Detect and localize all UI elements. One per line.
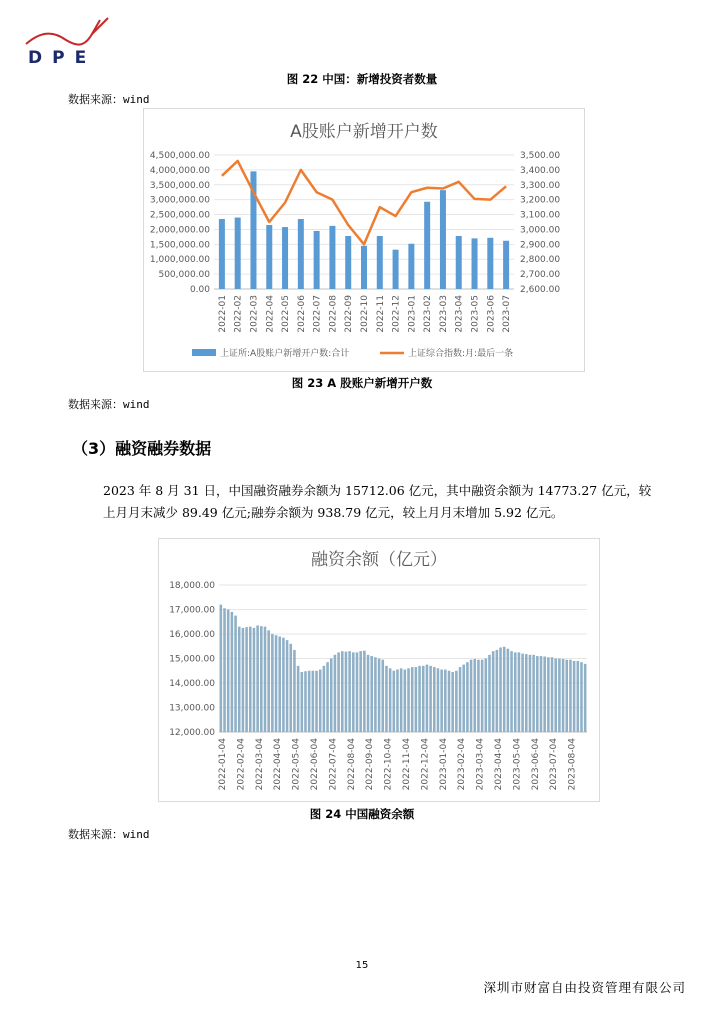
chart2-bar [558, 659, 561, 733]
chart1-right-tick-label: 3,300.00 [520, 180, 561, 191]
chart2-bar [562, 659, 565, 732]
chart2-bar [473, 659, 476, 732]
chart1-right-tick-label: 2,600.00 [520, 285, 561, 295]
chart2-bar [510, 651, 513, 732]
chart2-bar [301, 672, 304, 732]
chart2-bar [565, 660, 568, 732]
chart2-bar [418, 666, 421, 732]
chart2-y-tick-label: 17,000.00 [169, 605, 215, 616]
chart1-left-tick-label: 4,500,000.00 [149, 151, 210, 161]
chart2-bar [444, 670, 447, 732]
chart2-y-tick-label: 13,000.00 [169, 703, 215, 714]
chart2-bar [385, 666, 388, 732]
chart1-left-tick-label: 500,000.00 [158, 270, 210, 281]
chart1-left-tick-label: 2,000,000.00 [149, 225, 210, 236]
chart1-x-tick-label: 2022-01 [217, 295, 228, 333]
chart2-bar [348, 651, 351, 732]
chart2-bar [492, 651, 495, 732]
chart2-bar [532, 655, 535, 732]
company-name: 深圳市财富自由投资管理有限公司 [483, 980, 686, 995]
chart1-left-tick-label: 1,000,000.00 [149, 255, 210, 266]
chart2-x-tick-label: 2022-04-04 [273, 738, 284, 791]
chart2-bar [525, 654, 528, 732]
chart2-bar [404, 670, 407, 732]
chart2-bar [359, 651, 362, 732]
chart2-bar [323, 666, 326, 732]
chart1-left-tick-label: 1,500,000.00 [149, 240, 210, 251]
chart2-bar [415, 667, 418, 732]
legend-swatch-bar [192, 349, 216, 356]
chart2-bar [286, 640, 289, 732]
chart1-x-tick-label: 2022-02 [233, 295, 244, 333]
chart1-x-tick-label: 2023-06 [486, 295, 497, 333]
chart2-bar [521, 654, 524, 732]
chart1-left-tick-label: 3,000,000.00 [149, 195, 210, 206]
chart2-x-tick-label: 2022-03-04 [254, 738, 265, 791]
chart2-bar [267, 630, 270, 732]
chart1-bar [282, 227, 288, 289]
chart2-bar [293, 650, 296, 732]
chart2-bar [223, 608, 226, 732]
figure-23-caption: 图 23 A 股账户新增开户数 [291, 376, 433, 390]
chart2-bar [448, 671, 451, 732]
chart1-x-tick-label: 2022-10 [360, 295, 370, 333]
chart1-bar [377, 236, 383, 289]
chart2-bar [337, 652, 340, 732]
chart2-bar [477, 660, 480, 732]
chart1-right-tick-label: 2,900.00 [520, 240, 561, 251]
chart2-bar [411, 667, 414, 732]
chart1-x-tick-label: 2022-04 [265, 295, 276, 333]
chart2-bar [264, 627, 267, 732]
chart1-right-tick-label: 3,200.00 [520, 195, 561, 206]
chart1-right-tick-label: 3,500.00 [520, 151, 561, 161]
chart2-bar [503, 647, 506, 732]
chart2-bar [485, 659, 488, 733]
chart2-bar [374, 657, 377, 732]
account-openings-chart-svg [144, 109, 584, 371]
chart2-bar [514, 652, 517, 732]
chart2-bar [396, 670, 399, 732]
chart2-bar [488, 655, 491, 732]
chart2-y-tick-label: 14,000.00 [169, 679, 215, 689]
chart1-bar [298, 219, 304, 289]
chart2-x-tick-label: 2023-08-04 [567, 738, 578, 791]
chart2-bar [536, 656, 539, 732]
chart2-bar [330, 659, 333, 733]
chart2-x-tick-label: 2023-06-04 [530, 738, 541, 791]
chart2-y-tick-label: 12,000.00 [169, 728, 215, 738]
chart2-x-tick-label: 2022-12-04 [420, 738, 431, 791]
chart2-bar [422, 666, 425, 732]
chart2-x-tick-label: 2022-11-04 [402, 738, 412, 791]
chart1-right-tick-label: 2,800.00 [520, 255, 561, 266]
chart2-bar [312, 671, 315, 732]
chart2-x-tick-label: 2023-03-04 [475, 738, 486, 791]
chart2-bar [437, 668, 440, 732]
chart2-bar [256, 625, 259, 732]
legend-label-line: 上证综合指数:月:最后一条 [408, 349, 514, 359]
chart2-y-tick-label: 16,000.00 [169, 630, 215, 640]
chart2-bar [554, 659, 557, 733]
chart1-bar [361, 246, 367, 289]
chart2-bar [451, 672, 454, 732]
figure-22-source: 数据来源：wind [68, 93, 150, 106]
section-title: （3）融资融券数据 [72, 439, 212, 458]
chart2-bar [238, 627, 241, 732]
chart2-bar [227, 610, 230, 733]
chart1-line [222, 161, 506, 244]
chart2-bar [278, 636, 281, 732]
chart2-bar [315, 671, 318, 732]
chart2-x-tick-label: 2022-09-04 [365, 738, 376, 791]
chart1-x-tick-label: 2023-02 [423, 295, 434, 333]
chart2-bar [341, 651, 344, 732]
chart2-bar [389, 668, 392, 732]
chart1-bar [235, 218, 241, 289]
chart2-bar [370, 656, 373, 732]
chart2-bar [540, 656, 543, 732]
chart1-bar [424, 202, 430, 289]
chart1-bar [266, 225, 272, 289]
chart2-bar [507, 649, 510, 732]
paragraph-text: 2023 年 8 月 31 日，中国融资融券余额为 15712.06 亿元，其中融资余额为 14773.27 亿元，较上月月末减少 89.49 亿元;融券余额为 938.79 亿元，较上月月末增加 5.92 亿元。 [103, 483, 652, 520]
chart2-bar [282, 638, 285, 732]
chart1-left-tick-label: 0.00 [189, 285, 210, 295]
chart2-x-tick-label: 2023-02-04 [457, 738, 468, 791]
chart1-bar [329, 226, 335, 289]
chart2-title: 融资余额（亿元） [311, 550, 447, 570]
chart1-bar [345, 236, 351, 289]
chart2-bar [433, 667, 436, 732]
chart1-x-tick-label: 2022-08 [328, 295, 339, 333]
chart1-x-tick-label: 2022-06 [296, 295, 307, 333]
chart2-y-tick-label: 15,000.00 [169, 654, 215, 665]
chart2-bar [481, 660, 484, 732]
chart2-bar [275, 635, 278, 732]
chart1-x-tick-label: 2023-05 [470, 295, 481, 333]
chart2-x-tick-label: 2022-05-04 [291, 738, 302, 791]
figure-22-caption: 图 22 中国：新增投资者数量 [286, 72, 438, 86]
chart2-x-tick-label: 2022-02-04 [236, 738, 247, 791]
chart2-bar [573, 661, 576, 732]
chart2-bar [304, 671, 307, 732]
figure-24-caption: 图 24 中国融资余额 [309, 807, 415, 821]
chart2-bar [234, 616, 237, 732]
chart2-bar [271, 634, 274, 732]
chart1-x-tick-label: 2022-03 [249, 295, 260, 333]
chart2-bar [253, 628, 256, 732]
chart1-x-tick-label: 2022-07 [312, 295, 323, 333]
chart1-bar [487, 238, 493, 289]
chart2-bar [345, 652, 348, 732]
chart1-bar [472, 238, 478, 289]
chart2-bar [429, 666, 432, 732]
chart2-bar [455, 671, 458, 732]
chart2-x-tick-label: 2022-10-04 [383, 738, 394, 791]
chart1-x-tick-label: 2023-07 [502, 295, 513, 333]
chart1-left-tick-label: 2,500,000.00 [149, 210, 210, 221]
chart2-x-tick-label: 2023-04-04 [494, 738, 504, 791]
chart1-right-tick-label: 3,400.00 [520, 165, 561, 176]
chart2-bar [580, 662, 583, 732]
chart2-bar [308, 671, 311, 732]
chart2-bar [334, 655, 337, 732]
chart2-y-tick-label: 18,000.00 [169, 581, 215, 591]
chart2-bar [499, 647, 502, 732]
chart2-x-tick-label: 2023-07-04 [549, 738, 560, 791]
chart1-x-tick-label: 2023-04 [454, 295, 465, 333]
legend-label-bar: 上证所:A股账户新增开户数:合计 [220, 349, 350, 359]
chart2-bar [319, 670, 322, 732]
chart2-bar [363, 651, 366, 732]
chart1-bar [219, 219, 225, 289]
chart2-bar [367, 655, 370, 732]
chart1-left-tick-label: 3,500,000.00 [149, 180, 210, 191]
chart2-bar [220, 605, 223, 732]
chart1-x-tick-label: 2022-12 [391, 295, 402, 333]
chart2-bar [577, 661, 580, 732]
chart1-title: A股账户新增开户数 [290, 122, 438, 142]
chart2-bar [547, 657, 550, 732]
chart2-bar [400, 668, 403, 732]
chart2-bar [466, 662, 469, 732]
margin-balance-chart-svg [159, 539, 599, 801]
chart2-bar [584, 664, 587, 732]
chart1-x-tick-label: 2022-11 [375, 295, 386, 333]
chart2-bar [407, 668, 410, 732]
chart2-x-tick-label: 2022-07-04 [328, 738, 339, 791]
chart1-left-tick-label: 4,000,000.00 [149, 165, 210, 176]
figure-23-source: 数据来源：wind [68, 398, 150, 411]
chart2-bar [440, 670, 443, 732]
chart2-bar [352, 652, 355, 732]
chart2-bar [326, 662, 329, 732]
chart2-bar [426, 665, 429, 732]
chart1-bar [440, 190, 446, 289]
chart2-bar [518, 652, 521, 732]
chart2-bar [356, 652, 359, 732]
chart2-bar [245, 627, 248, 732]
chart2-bar [496, 650, 499, 732]
chart2-bar [393, 671, 396, 732]
margin-balance-chart [158, 538, 600, 802]
chart2-bar [462, 665, 465, 732]
chart2-x-tick-label: 2022-01-04 [218, 738, 228, 791]
chart1-right-tick-label: 3,000.00 [520, 225, 561, 236]
chart2-bar [459, 667, 462, 732]
chart1-right-tick-label: 3,100.00 [520, 210, 561, 221]
chart1-x-tick-label: 2022-05 [281, 295, 292, 333]
chart1-bar [503, 241, 509, 289]
account-openings-chart [143, 108, 585, 372]
body-paragraph [103, 480, 659, 524]
logo-text: DPE [28, 48, 97, 68]
chart2-bar [249, 627, 252, 732]
chart1-bar [408, 244, 414, 289]
chart2-x-tick-label: 2022-08-04 [346, 738, 357, 791]
chart2-bar [378, 659, 381, 733]
chart2-bar [242, 628, 245, 732]
chart2-bar [543, 657, 546, 732]
page-number: 15 [355, 960, 369, 971]
chart2-bar [381, 660, 384, 732]
chart2-x-tick-label: 2023-01-04 [438, 738, 449, 791]
chart1-x-tick-label: 2023-03 [438, 295, 449, 333]
chart1-right-tick-label: 2,700.00 [520, 270, 561, 281]
chart2-bar [231, 612, 234, 732]
chart1-bar [393, 250, 399, 289]
chart2-bar [297, 666, 300, 732]
chart2-bar [470, 660, 473, 732]
chart2-bar [551, 657, 554, 732]
chart2-bar [289, 644, 292, 732]
chart2-bar [260, 626, 263, 732]
chart1-bar [456, 236, 462, 289]
figure-24-source: 数据来源：wind [68, 828, 150, 841]
chart1-x-tick-label: 2023-01 [407, 295, 418, 333]
chart2-bar [569, 660, 572, 732]
chart2-x-tick-label: 2023-05-04 [512, 738, 523, 791]
chart2-bar [529, 655, 532, 732]
chart2-x-tick-label: 2022-06-04 [310, 738, 320, 791]
chart1-bar [314, 231, 320, 289]
chart1-x-tick-label: 2022-09 [344, 295, 355, 333]
